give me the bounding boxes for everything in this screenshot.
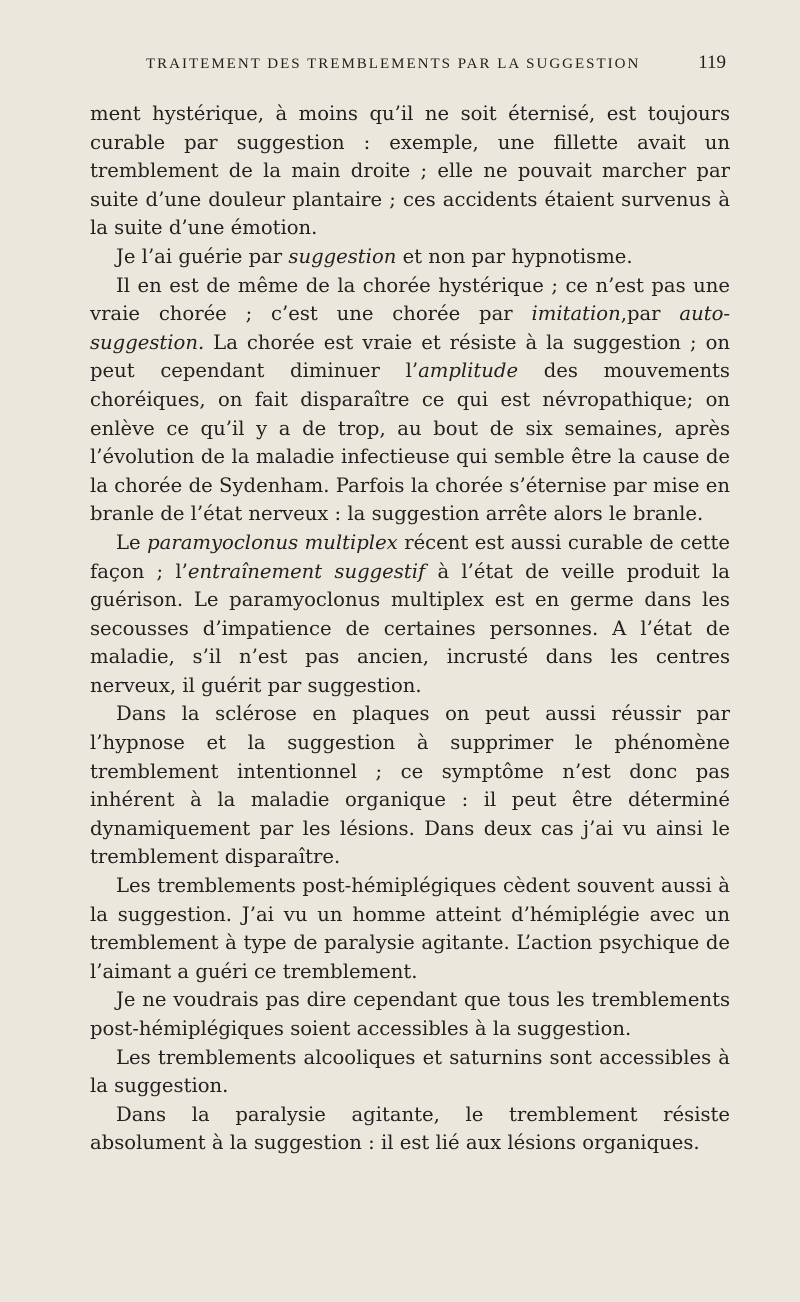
paragraph-8 bbox=[90, 1044, 730, 1101]
text-run: Dans la paralysie agitante, le tremblement résiste absolument à la suggestion : il est lié aux lésions organiques. bbox=[90, 1102, 730, 1155]
paragraph-1 bbox=[90, 100, 730, 243]
paragraph-9 bbox=[90, 1101, 730, 1158]
text-run: Les tremblements post-hémiplégiques cèdent souvent aussi à la suggestion. J’ai vu un homme atteint d’hémiplégie avec un tremblement à type de paralysie agitante. L’action psychique de l’aimant a guéri ce tremblement. bbox=[90, 874, 730, 983]
text-run: La chorée est vraie et résiste à la suggestion ; on peut cependant diminuer l’ bbox=[90, 330, 730, 383]
text-run: et non par hypnotisme. bbox=[396, 244, 633, 268]
italic-run: suggestion bbox=[288, 244, 397, 268]
text-run: Les tremblements alcooliques et saturnins sont accessibles à la suggestion. bbox=[90, 1045, 730, 1098]
text-run: ment hystérique, à moins qu’il ne soit éternisé, est toujours curable par suggestion : exemple, une fillette avait un tremblement de la main droite ; elle ne pouvait marcher par suite d’une douleur plantaire ; ces accidents étaient survenus à la suite d’une émotion. bbox=[90, 102, 730, 240]
italic-run: entraînement suggestif bbox=[187, 559, 426, 583]
text-run: à l’état de veille produit la guérison. Le paramyoclonus multiplex est en germe dans les secousses d’impatience de certaines personnes. A l’état de maladie, s’il n’est pas ancien, incrusté dans les centres nerveux, il guérit par suggestion. bbox=[90, 559, 730, 697]
text-run: ,par bbox=[620, 302, 680, 326]
italic-run: amplitude bbox=[418, 359, 519, 383]
italic-run: paramyoclonus multiplex bbox=[147, 530, 398, 554]
text-run: Il en est de même de la chorée hystérique ; ce n’est pas une vraie chorée ; c’est une chorée par bbox=[90, 273, 730, 326]
running-head bbox=[90, 52, 730, 74]
text-run: des mouvements choréiques, on fait disparaître ce qui est névropathique; on enlève ce qu’il y a de trop, au bout de six semaines, après l’évolution de la maladie infectieuse qui semble être la cause de la chorée de Sydenham. Parfois la chorée s’éternise par mise en branle de l’état nerveux : la suggestion arrête alors le branle. bbox=[90, 359, 730, 526]
text-run: Dans la sclérose en plaques on peut aussi réussir par l’hypnose et la suggestion à supprimer le phénomène tremblement intentionnel ; ce symptôme n’est donc pas inhérent à la maladie organique : il peut être déterminé dynamiquement par les lésions. Dans deux cas j’ai vu ainsi le tremblement disparaître. bbox=[90, 702, 730, 869]
paragraph-2 bbox=[90, 243, 730, 272]
paragraph-6 bbox=[90, 872, 730, 986]
text-run: récent est aussi curable de cette façon ; l’ bbox=[90, 530, 730, 583]
text-run: Le bbox=[116, 530, 148, 554]
page-number: 119 bbox=[698, 52, 726, 73]
body-text bbox=[90, 100, 730, 1158]
paragraph-3 bbox=[90, 272, 730, 529]
paragraph-4 bbox=[90, 529, 730, 701]
text-run: Je l’ai guérie par bbox=[116, 244, 289, 268]
text-run: Je ne voudrais pas dire cependant que tous les tremblements post-hémiplégiques soient accessibles à la suggestion. bbox=[90, 988, 730, 1040]
italic-run: auto-suggestion. bbox=[90, 302, 730, 354]
running-head-title: TRAITEMENT DES TREMBLEMENTS PAR LA SUGGESTION bbox=[146, 56, 641, 72]
italic-run: imitation bbox=[531, 302, 621, 326]
paragraph-5 bbox=[90, 700, 730, 872]
paragraph-7 bbox=[90, 986, 730, 1043]
